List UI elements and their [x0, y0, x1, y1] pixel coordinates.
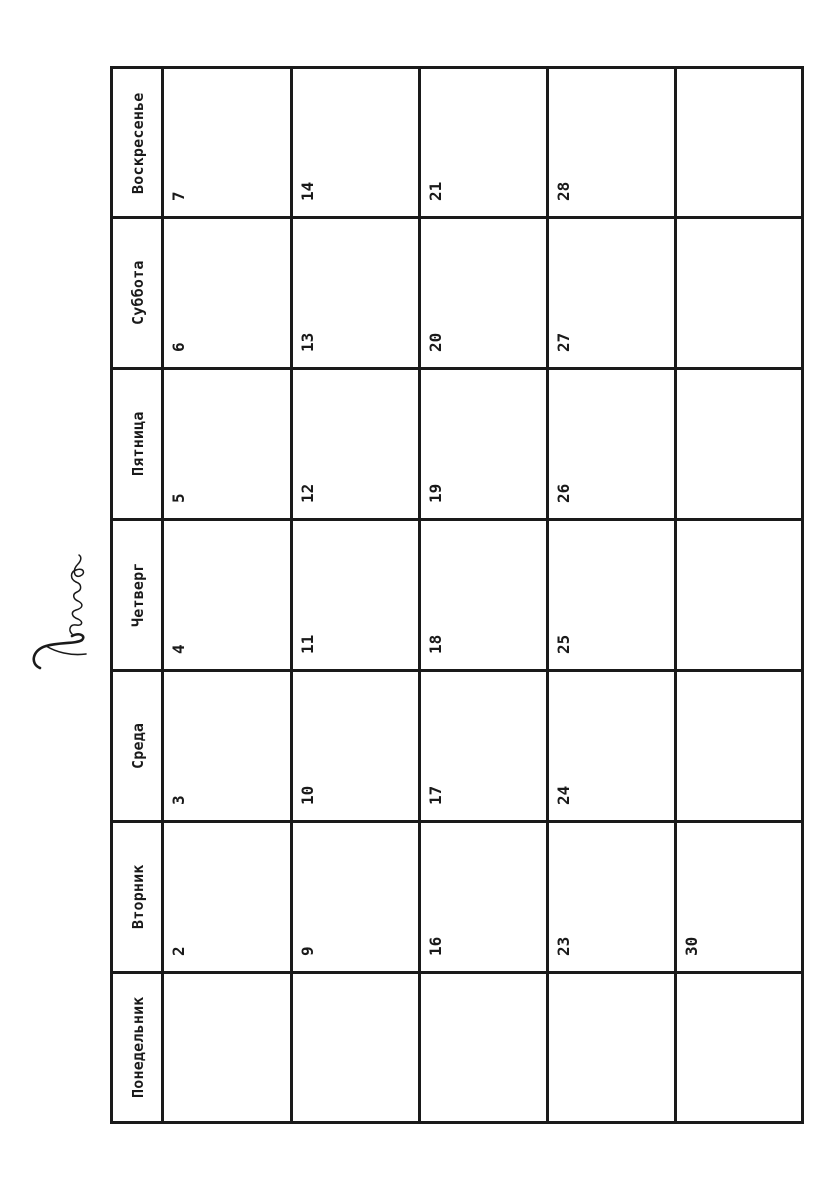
- day-number: 21: [426, 181, 445, 201]
- day-cell[interactable]: [164, 974, 290, 1120]
- day-cell[interactable]: [677, 521, 800, 669]
- day-number: 6: [169, 342, 188, 352]
- weekday-label: Понедельник: [129, 995, 147, 1098]
- day-number: 26: [554, 483, 573, 503]
- day-cell[interactable]: [421, 974, 546, 1120]
- day-number: 18: [426, 634, 445, 654]
- day-cell[interactable]: [549, 974, 674, 1120]
- weekday-label: Воскресенье: [129, 92, 147, 194]
- weekday-label: Суббота: [129, 260, 147, 325]
- day-cell[interactable]: [677, 219, 800, 367]
- weekday-label: Четверг: [129, 562, 147, 627]
- day-number: 19: [426, 483, 445, 503]
- day-number: 5: [169, 493, 188, 503]
- day-cell[interactable]: [677, 370, 800, 518]
- month-title-script: [26, 548, 96, 676]
- day-number: 12: [298, 483, 317, 503]
- weekday-label: Среда: [129, 722, 147, 769]
- day-number: 11: [298, 634, 317, 654]
- day-number: 20: [426, 332, 445, 352]
- day-number: 13: [298, 332, 317, 352]
- day-cell[interactable]: [677, 974, 800, 1120]
- day-number: 4: [169, 644, 188, 654]
- day-number: 2: [169, 946, 188, 956]
- day-number: 10: [298, 785, 317, 805]
- day-number: 14: [298, 181, 317, 201]
- day-number: 27: [554, 332, 573, 352]
- calendar-grid: [110, 66, 804, 1124]
- weekday-label: Вторник: [129, 864, 147, 929]
- day-number: 7: [169, 191, 188, 201]
- day-number: 30: [682, 936, 701, 956]
- day-number: 28: [554, 181, 573, 201]
- weekday-label: Пятница: [129, 411, 147, 476]
- day-number: 16: [426, 936, 445, 956]
- day-cell[interactable]: [677, 672, 800, 820]
- day-number: 17: [426, 785, 445, 805]
- day-cell[interactable]: [677, 71, 800, 216]
- day-number: 3: [169, 795, 188, 805]
- day-number: 23: [554, 936, 573, 956]
- day-number: 24: [554, 785, 573, 805]
- day-number: 9: [298, 946, 317, 956]
- day-cell[interactable]: [293, 974, 418, 1120]
- day-number: 25: [554, 634, 573, 654]
